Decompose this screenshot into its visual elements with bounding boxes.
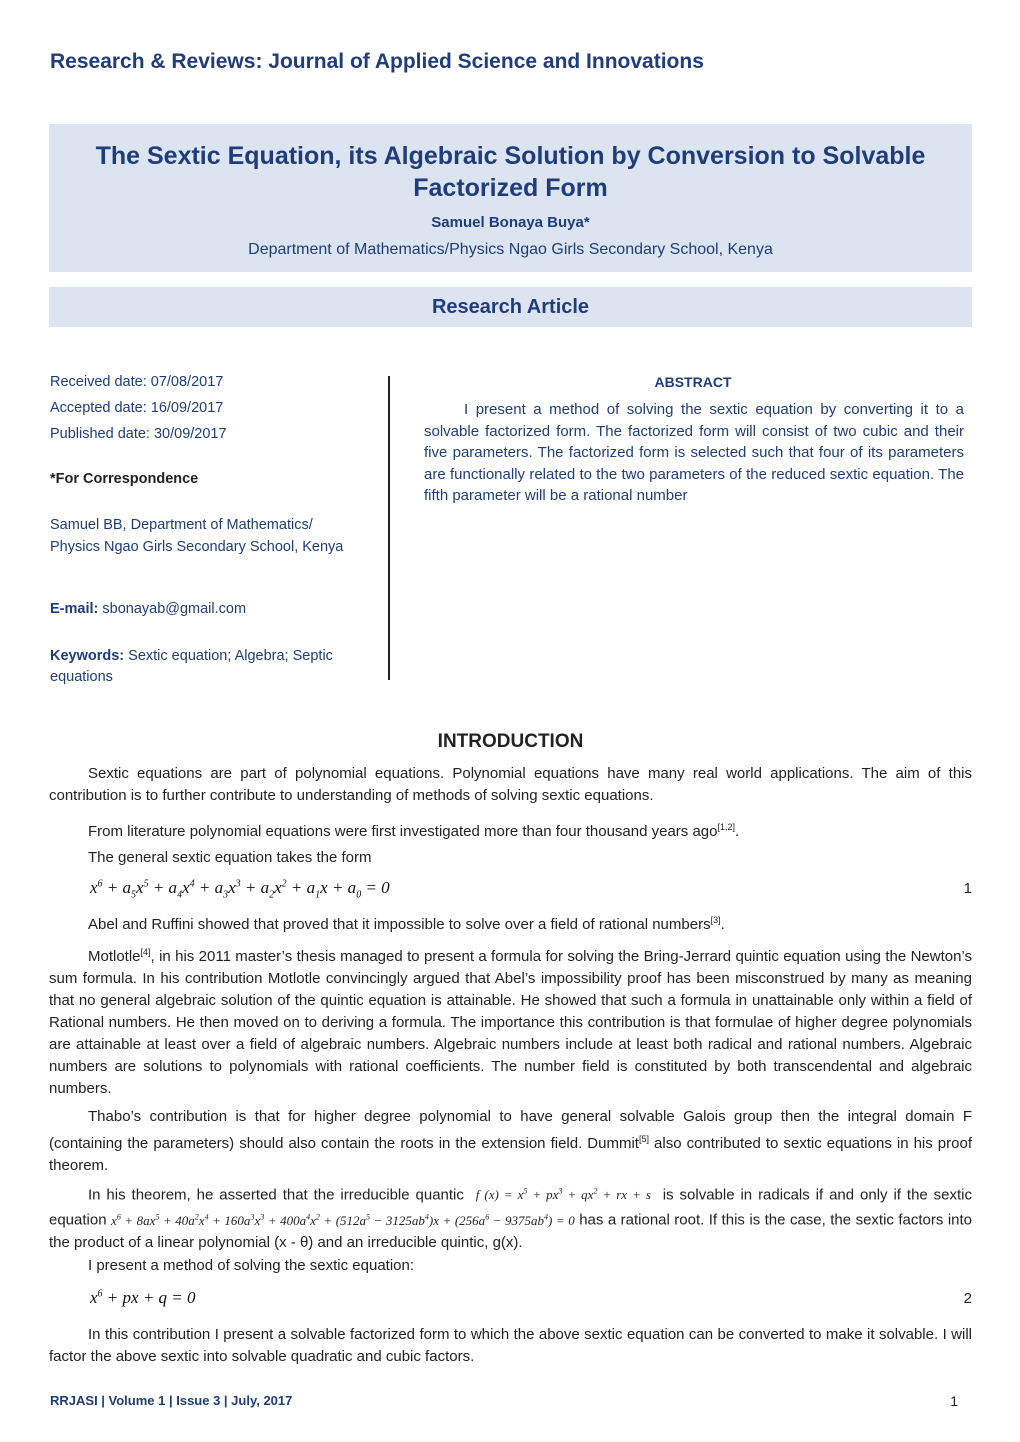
author: Samuel Bonaya Buya* (431, 214, 590, 231)
intro-paragraph-1: Sextic equations are part of polynomial equations. Polynomial equations have many real world applications. The aim of this contribution is to further contribute to understanding of methods of solving sextic equations. (49, 765, 972, 804)
intro-paragraph-7 (49, 1181, 972, 1254)
published-date: Published date: 30/09/2017 (50, 426, 227, 442)
intro-paragraph-7-text-b: is solvable in radicals if and only if the sextic equation (49, 1186, 973, 1229)
column-divider (388, 376, 390, 680)
footer-citation: RRJASI | Volume 1 | Issue 3 | July, 2017 (50, 1393, 293, 1408)
intro-paragraph-6-text-b: also contributed to sextic equations in his proof theorem. (49, 1135, 972, 1174)
paper-title: The Sextic Equation, its Algebraic Solution by Conversion to Solvable Factorized Form (95, 142, 926, 202)
journal-name: Research & Reviews: Journal of Applied Science and Innovations (50, 50, 704, 73)
article-type: Research Article (431, 296, 590, 318)
equation-1-number: 1 (963, 880, 972, 897)
equation-2-number: 2 (963, 1290, 972, 1307)
email-address[interactable]: sbonayab@gmail.com (102, 601, 247, 617)
correspondence-address: Samuel BB, Department of Mathematics/ Physics Ngao Girls Secondary School, Kenya (50, 517, 344, 555)
page-number: 1 (950, 1393, 958, 1409)
intro-paragraph-6-text-a: Thabo’s contribution is that for higher degree polynomial to have general solvable Galois group then the integral domain F (containing the parameters) should also contain the roots in the extension field. Dummit (49, 1108, 972, 1152)
sextic-resolvent-formula: $x^6 + 8ax^5 + 40a^2x^4 + 160a^3x^3 + 400a^4x^2 + (512a^5 - 3125ab^4)x + (256a^6 - 9375ab^4) = 0$ (111, 1212, 575, 1228)
keywords-line (50, 646, 365, 688)
intro-paragraph-5-text: , in his 2011 master’s thesis managed to present a formula for solving the Bring-Jerrard quintic equation using the Newton’s sum formula. In his contribution Motlotle convincingly argued that Abel’s impossibility proof has been misconstrued by many as meaning that no general algebraic solution of the quintic equation is attainable. He showed that such a formula in unattainable only within a field of Rational numbers. He then moved on to deriving a formula. The importance this contribution is that formulae of higher degree polynomials are attainable at least over a field of algebraic numbers. Algebraic numbers include at least both radical and rational numbers. Algebraic numbers are solutions to polynomials with rational coefficients. The number field is constituted by both transcendental and algebraic numbers. (49, 948, 972, 1097)
abstract-text: I present a method of solving the sextic equation by converting it to a solvable factorized form. The factorized form will consist of two cubic and their five parameters. The factorized form is selected such that four of its parameters are functionally related to the two parameters of the reduced sextic equation. The fifth parameter will be a rational number (424, 401, 964, 504)
intro-paragraph-7-text-c: has a rational root. If this is the case, the sextic factors into the product of a linear polynomial (x - θ) and an irreducible quintic, g(x). (49, 1211, 973, 1251)
received-date: Received date: 07/08/2017 (50, 374, 224, 390)
citation-4[interactable]: [4] (140, 947, 151, 957)
affiliation: Department of Mathematics/Physics Ngao Girls Secondary School, Kenya (248, 241, 773, 258)
equation-2: $x^6$ + px + q = 0 (90, 1288, 196, 1307)
intro-paragraph-8: I present a method of solving the sextic equation: (88, 1257, 415, 1274)
intro-paragraph-2-text: From literature polynomial equations were first investigated more than four thousand years ago (88, 823, 718, 840)
keywords-label: Keywords: (50, 648, 125, 664)
intro-paragraph-9: In this contribution I present a solvable factorized form to which the above sextic equation can be converted to make it solvable. I will factor the above sextic into solvable quadratic and cubic factors. (49, 1326, 972, 1365)
intro-paragraph-4: Abel and Ruffini showed that proved that it impossible to solve over a field of rational numbers[3]. (88, 915, 725, 933)
intro-paragraph-6 (49, 1106, 972, 1177)
intro-paragraph-5-author: Motlotle (88, 948, 141, 965)
correspondence-label: *For Correspondence (50, 471, 199, 487)
intro-paragraph-7-text-a: In his theorem, he asserted that the irreducible quantic (88, 1186, 464, 1204)
citation-5[interactable]: [5] (638, 1134, 649, 1144)
keywords: Sextic equation; Algebra; Septic equations (50, 648, 333, 685)
intro-paragraph-4-text: Abel and Ruffini showed that proved that it impossible to solve over a field of rational numbers (88, 916, 711, 933)
accepted-date: Accepted date: 16/09/2017 (50, 400, 224, 416)
introduction-heading: INTRODUCTION (437, 731, 584, 752)
citation-3[interactable]: [3] (710, 915, 721, 925)
quintic-formula: f $(x) = x^5 + px^3 + qx^2$ + rx + s (475, 1187, 651, 1203)
abstract-heading: ABSTRACT (654, 374, 732, 390)
intro-paragraph-5 (49, 941, 972, 1100)
citation-1-2[interactable]: [1,2] (717, 822, 736, 832)
email-line (50, 601, 246, 617)
intro-paragraph-3: The general sextic equation takes the form (88, 849, 372, 866)
intro-paragraph-2: From literature polynomial equations were first investigated more than four thousand years ago[1,2]. (88, 822, 740, 840)
email-label: E-mail: (50, 601, 99, 617)
equation-1: $x^6 + a_5x^5 + a_4x^4 + a_3x^3 + a_2x^2 + a_1x + a_0 = 0$ (90, 878, 390, 901)
